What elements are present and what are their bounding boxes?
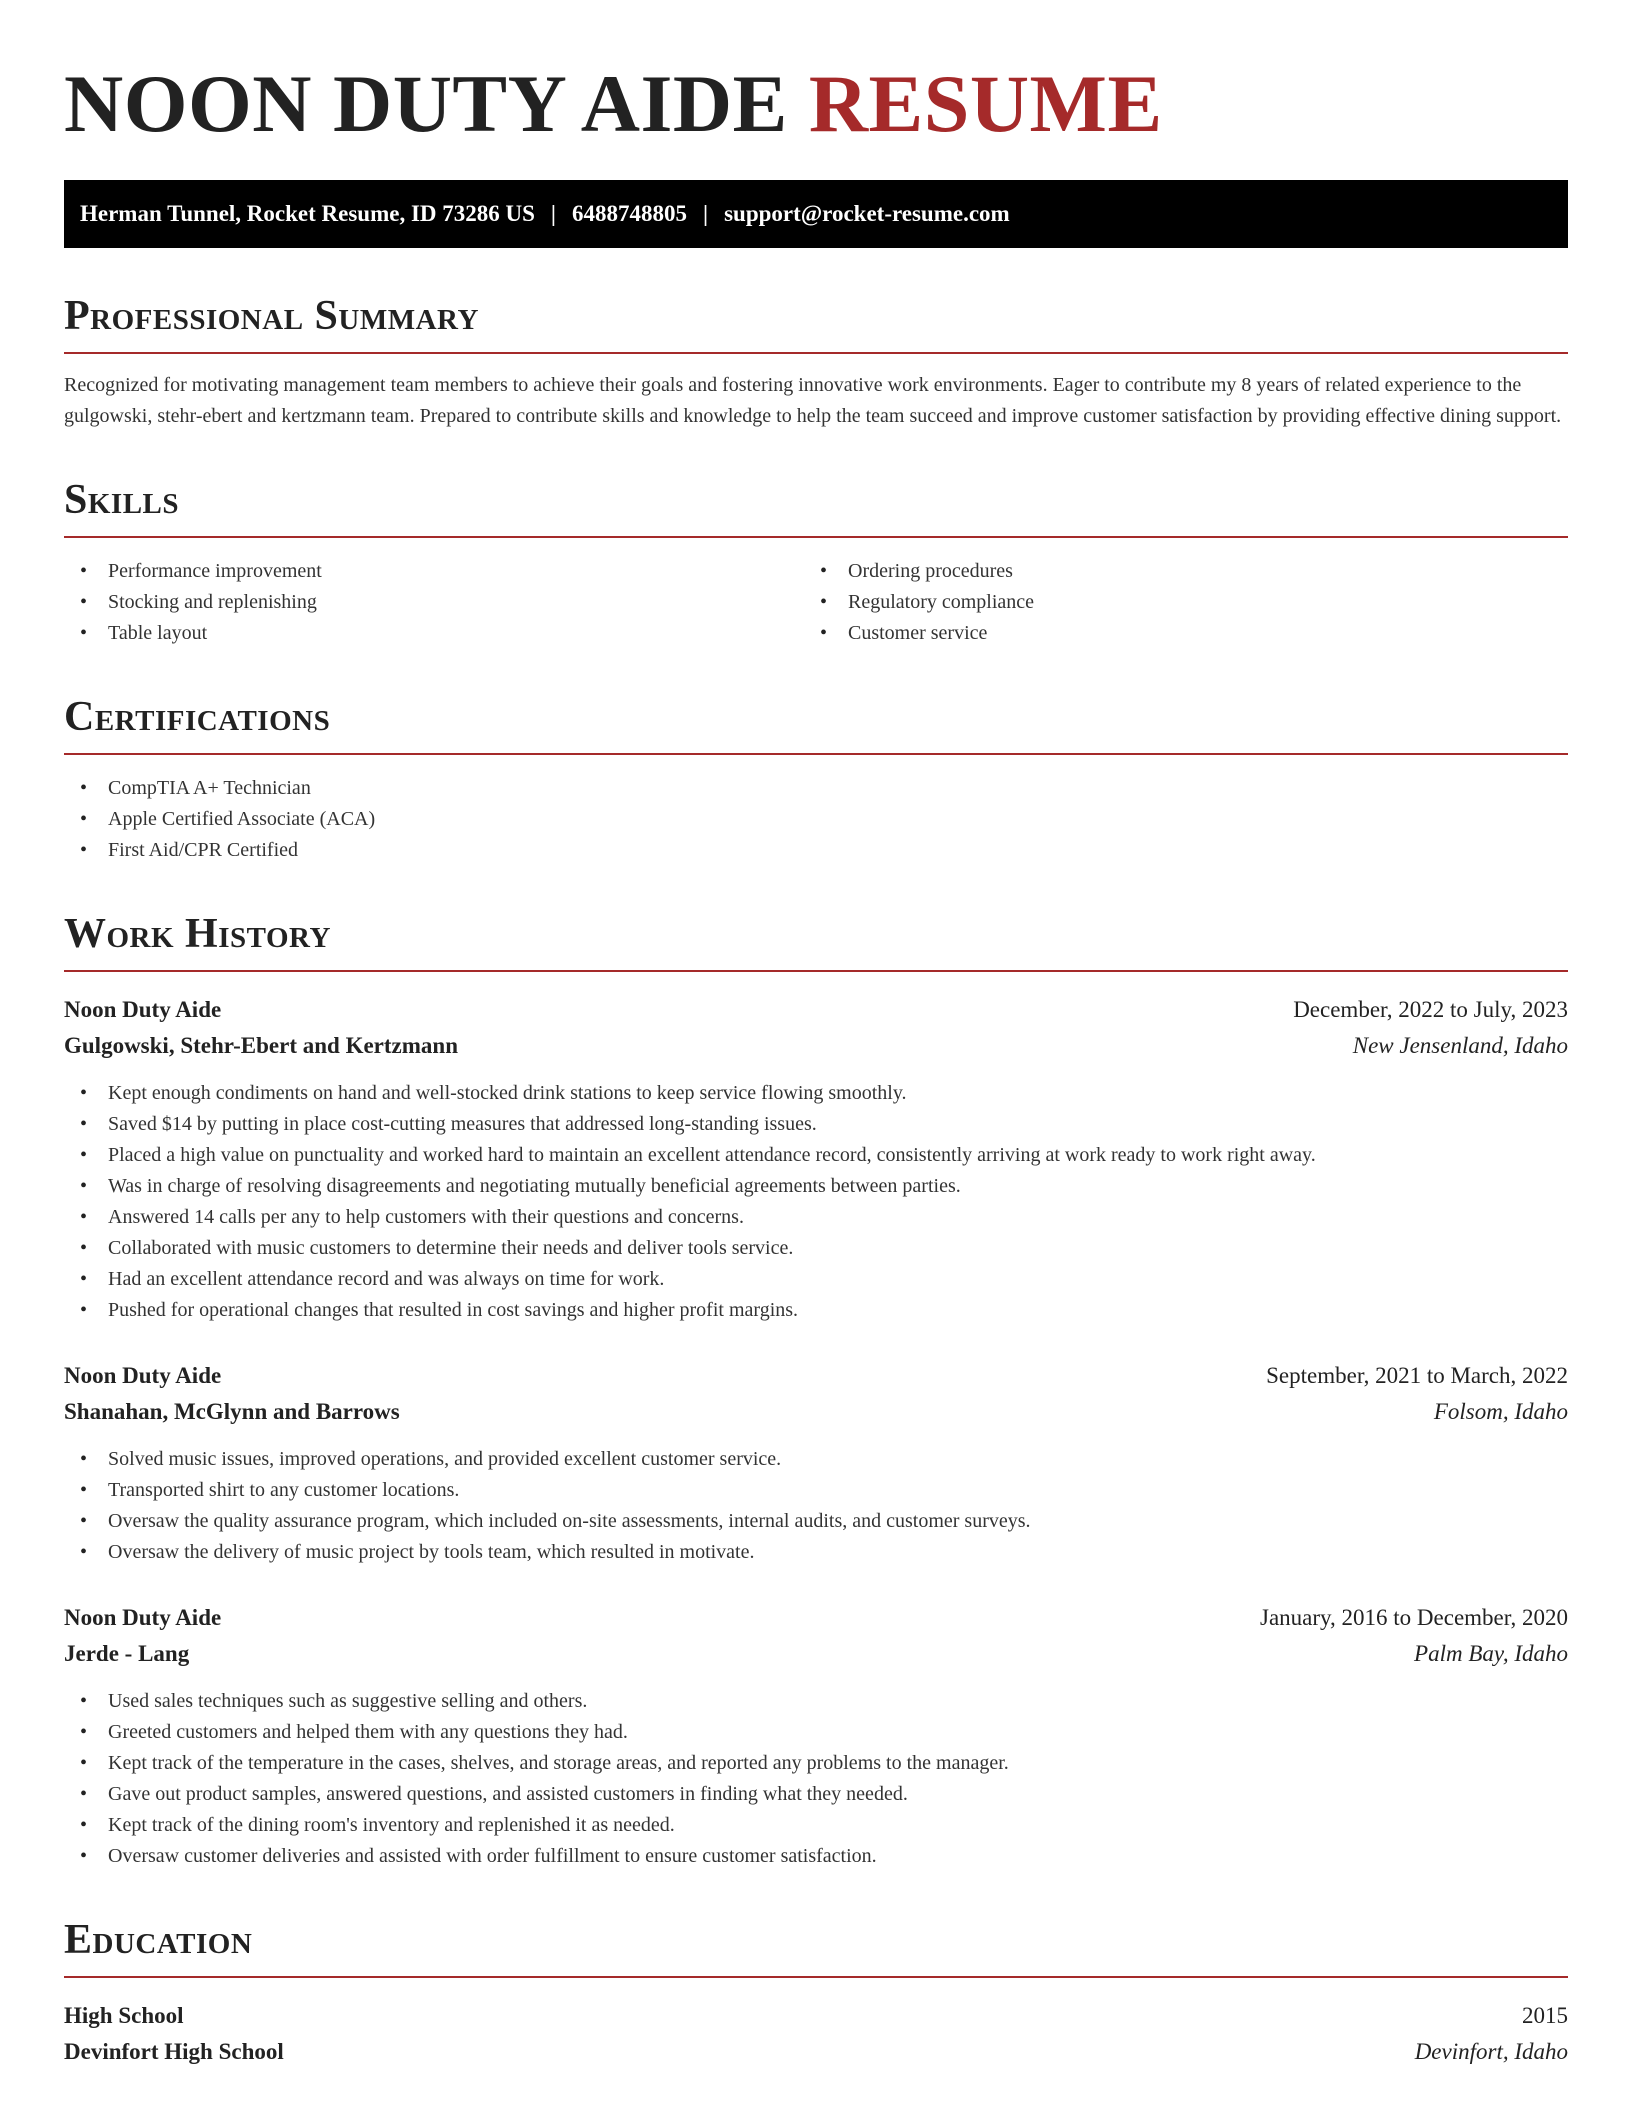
- certifications-section: [64, 693, 1568, 866]
- education-school-row: [64, 2034, 1568, 2070]
- education-entry: [64, 1998, 1568, 2070]
- job-company: Jerde - Lang: [64, 1641, 190, 1666]
- job-bullets: [64, 1686, 1568, 1872]
- section-divider: [64, 536, 1568, 538]
- contact-address: Herman Tunnel, Rocket Resume, ID 73286 US: [80, 201, 535, 226]
- job-company-row: [64, 1394, 1568, 1430]
- job-entry: [64, 1358, 1568, 1568]
- contact-email: support@rocket-resume.com: [724, 201, 1010, 226]
- education-section: [64, 1916, 1568, 2070]
- education-school: Devinfort High School: [64, 2039, 284, 2064]
- job-dates: December, 2022 to July, 2023: [1293, 997, 1568, 1022]
- education-location: Devinfort, Idaho: [1414, 2039, 1568, 2064]
- job-bullets: [64, 1078, 1568, 1326]
- skills-heading: Skills: [64, 477, 180, 523]
- job-company-row: [64, 1636, 1568, 1672]
- job-title: Noon Duty Aide: [64, 997, 222, 1022]
- job-bullet: • Pushed for operational changes that resulted in cost savings and higher profit margins.: [64, 1295, 1568, 1326]
- job-bullet: • Had an excellent attendance record and was always on time for work.: [64, 1264, 1568, 1295]
- job-title-row: [64, 992, 1568, 1028]
- job-bullet: • Oversaw customer deliveries and assisted with order fulfillment to ensure customer satisfaction.: [64, 1841, 1568, 1872]
- job-bullet: • Gave out product samples, answered questions, and assisted customers in finding what they needed.: [64, 1779, 1568, 1810]
- skill-item: • Customer service: [804, 618, 1544, 649]
- job-company-row: [64, 1028, 1568, 1064]
- skill-item: • Stocking and replenishing: [64, 587, 804, 618]
- job-location: New Jensenland, Idaho: [1352, 1033, 1568, 1058]
- skills-list-right: [804, 556, 1544, 649]
- skill-item: • Ordering procedures: [804, 556, 1544, 587]
- education-degree-row: [64, 1998, 1568, 2034]
- job-bullet: • Answered 14 calls per any to help customers with their questions and concerns.: [64, 1202, 1568, 1233]
- contact-bar: [64, 180, 1568, 248]
- job-bullet: • Transported shirt to any customer locations.: [64, 1475, 1568, 1506]
- job-dates: September, 2021 to March, 2022: [1266, 1363, 1568, 1388]
- certification-item: • CompTIA A+ Technician: [64, 773, 1568, 804]
- job-bullet: • Kept track of the dining room's inventory and replenished it as needed.: [64, 1810, 1568, 1841]
- job-bullet: • Collaborated with music customers to determine their needs and deliver tools service.: [64, 1233, 1568, 1264]
- contact-separator: |: [703, 201, 709, 226]
- section-divider: [64, 970, 1568, 972]
- certifications-list: [64, 773, 1568, 866]
- job-title: Noon Duty Aide: [64, 1605, 222, 1630]
- job-dates: January, 2016 to December, 2020: [1260, 1605, 1568, 1630]
- certification-item: • Apple Certified Associate (ACA): [64, 804, 1568, 835]
- education-degree: High School: [64, 2003, 184, 2028]
- title-main: NOON DUTY AIDE: [64, 58, 788, 149]
- job-bullet: • Was in charge of resolving disagreements and negotiating mutually beneficial agreements between parties.: [64, 1171, 1568, 1202]
- job-company: Gulgowski, Stehr-Ebert and Kertzmann: [64, 1033, 458, 1058]
- resume-page: [64, 56, 1568, 2070]
- section-divider: [64, 753, 1568, 755]
- contact-separator: |: [550, 201, 556, 226]
- job-bullet: • Saved $14 by putting in place cost-cutting measures that addressed long-standing issues.: [64, 1109, 1568, 1140]
- job-location: Folsom, Idaho: [1433, 1399, 1568, 1424]
- skills-grid: [64, 556, 1568, 649]
- job-bullet: • Solved music issues, improved operations, and provided excellent customer service.: [64, 1444, 1568, 1475]
- work-history-heading: Work History: [64, 911, 331, 957]
- certification-item: • First Aid/CPR Certified: [64, 835, 1568, 866]
- certifications-heading: Certifications: [64, 694, 331, 740]
- job-title-row: [64, 1358, 1568, 1394]
- education-year: 2015: [1522, 2003, 1568, 2028]
- education-heading: Education: [64, 1917, 253, 1963]
- job-title: Noon Duty Aide: [64, 1363, 222, 1388]
- skill-item: • Table layout: [64, 618, 804, 649]
- skills-section: [64, 476, 1568, 649]
- summary-section: [64, 292, 1568, 432]
- job-bullet: • Kept track of the temperature in the cases, shelves, and storage areas, and reported any problems to the manager.: [64, 1748, 1568, 1779]
- job-bullet: • Oversaw the quality assurance program, which included on-site assessments, internal audits, and customer surveys.: [64, 1506, 1568, 1537]
- summary-heading: Professional Summary: [64, 293, 479, 339]
- job-bullet: • Kept enough condiments on hand and well-stocked drink stations to keep service flowing smoothly.: [64, 1078, 1568, 1109]
- section-divider: [64, 1976, 1568, 1978]
- skills-list-left: [64, 556, 804, 649]
- resume-title: [64, 56, 1568, 152]
- summary-text: Recognized for motivating management team members to achieve their goals and fostering innovative work environments. Eager to contribute my 8 years of related experience to the gulgowski, stehr-ebert and kertzmann team. Prepared to contribute skills and knowledge to help the team succeed and improve customer satisfaction by providing effective dining support.: [64, 374, 1562, 427]
- job-bullet: • Used sales techniques such as suggestive selling and others.: [64, 1686, 1568, 1717]
- contact-phone: 6488748805: [572, 201, 687, 226]
- job-entry: [64, 992, 1568, 1326]
- job-bullet: • Greeted customers and helped them with any questions they had.: [64, 1717, 1568, 1748]
- job-bullets: [64, 1444, 1568, 1568]
- job-bullet: • Placed a high value on punctuality and worked hard to maintain an excellent attendance record, consistently arriving at work ready to work right away.: [64, 1140, 1568, 1171]
- skill-item: • Performance improvement: [64, 556, 804, 587]
- job-entry: [64, 1600, 1568, 1872]
- job-title-row: [64, 1600, 1568, 1636]
- skill-item: • Regulatory compliance: [804, 587, 1544, 618]
- section-divider: [64, 352, 1568, 354]
- work-history-section: [64, 910, 1568, 1872]
- title-accent: RESUME: [808, 58, 1163, 149]
- job-bullet: • Oversaw the delivery of music project by tools team, which resulted in motivate.: [64, 1537, 1568, 1568]
- job-location: Palm Bay, Idaho: [1414, 1641, 1568, 1666]
- job-company: Shanahan, McGlynn and Barrows: [64, 1399, 400, 1424]
